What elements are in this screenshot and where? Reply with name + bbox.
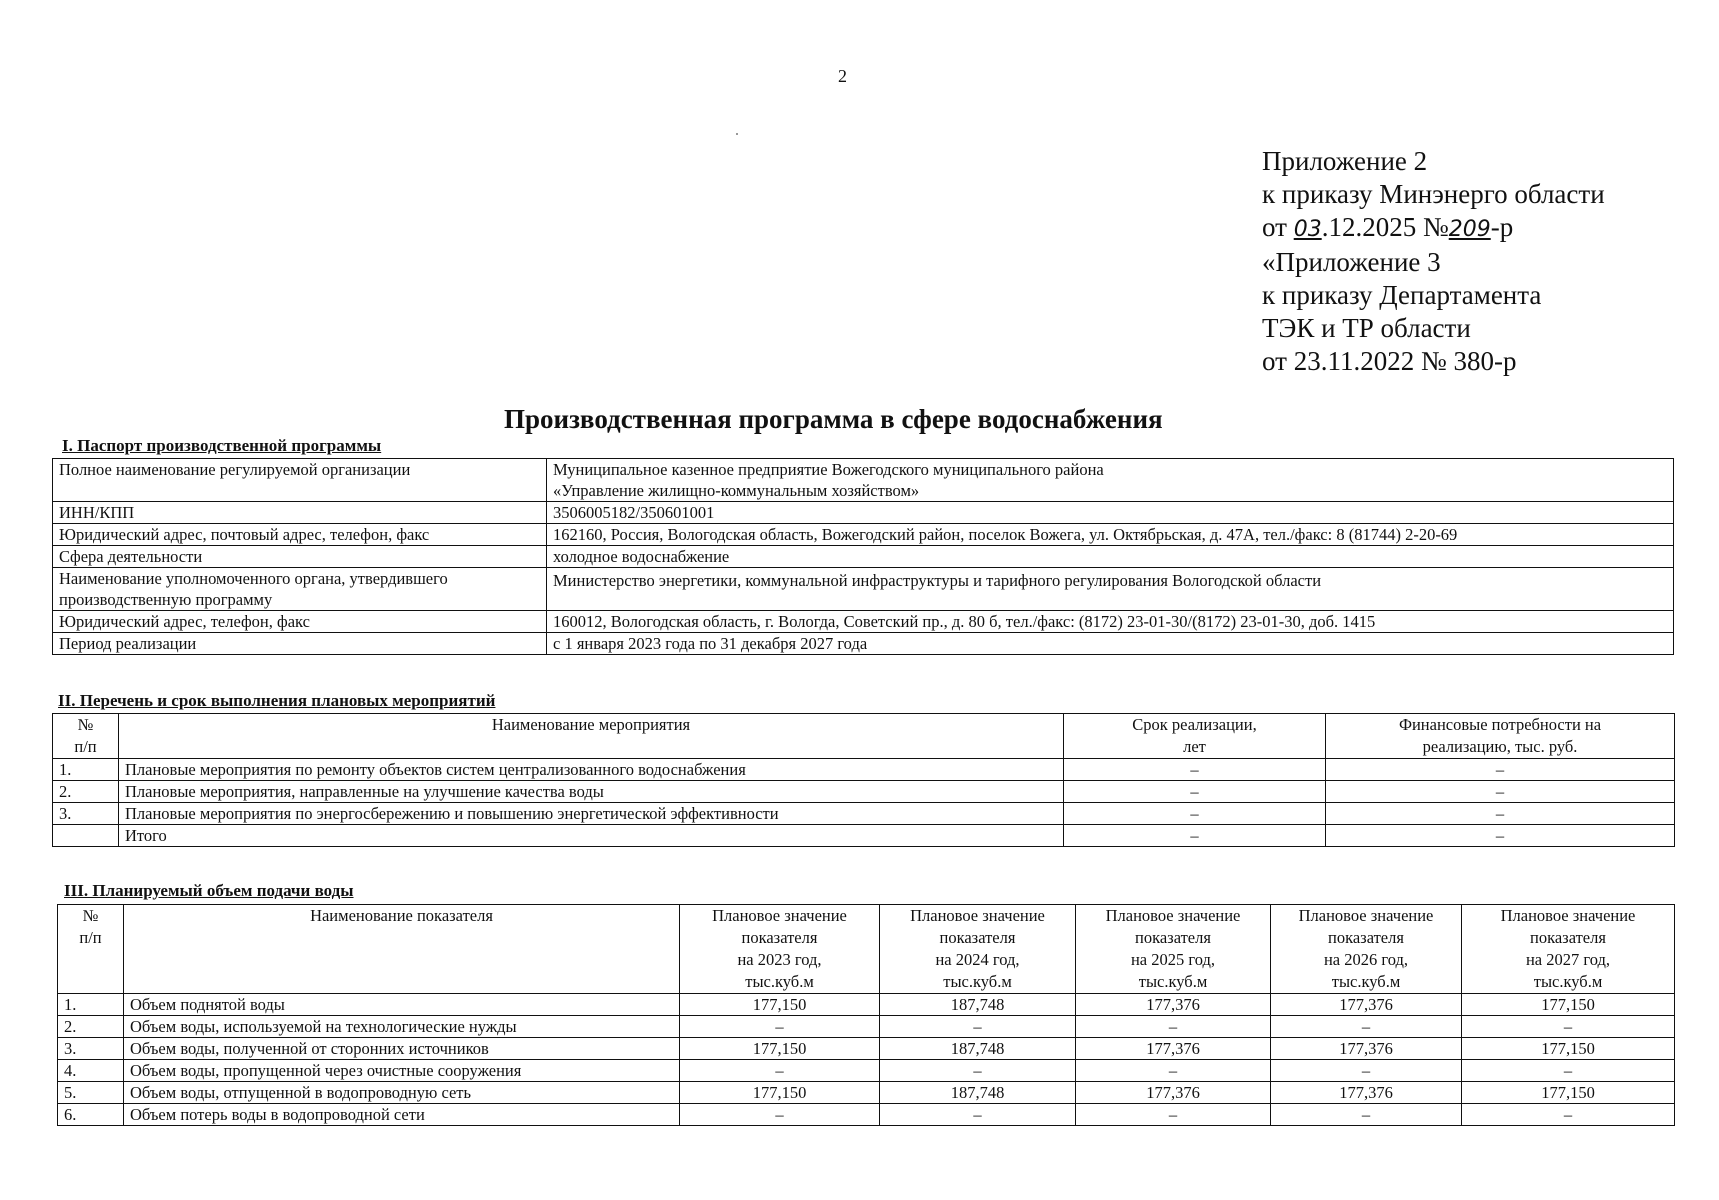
water-supply-table: [57, 904, 1675, 1126]
col-header-number: № п/п: [58, 905, 124, 994]
scan-dot: [736, 133, 738, 135]
page-number: 2: [838, 66, 847, 86]
appendix-line-5: к приказу Департамента: [1262, 280, 1542, 310]
row-term: –: [1064, 781, 1326, 803]
value-2025: –: [1076, 1104, 1271, 1126]
date-suffix: -р: [1490, 212, 1514, 242]
col-header-year-2025: Плановое значение показателя на 2025 год, тыс.куб.м: [1076, 905, 1271, 994]
table-row: [53, 459, 1674, 502]
row-name: Объем потерь воды в водопроводной сети: [124, 1104, 680, 1126]
value-2023: 177,150: [680, 1082, 880, 1104]
table-row: [53, 546, 1674, 568]
col-header-name: Наименование мероприятия: [119, 714, 1064, 759]
row-name: Объем воды, отпущенной в водопроводную сеть: [124, 1082, 680, 1104]
value-2027: –: [1462, 1060, 1675, 1082]
col-header-year-2024: Плановое значение показателя на 2024 год, тыс.куб.м: [880, 905, 1076, 994]
value-2027: 177,150: [1462, 1038, 1675, 1060]
value-2027: 177,150: [1462, 1082, 1675, 1104]
passport-value: Муниципальное казенное предприятие Вожегодского муниципального района «Управление жилищно-коммунальным хозяйством»: [547, 459, 1674, 502]
appendix-block: [1262, 145, 1605, 378]
appendix-line-7: от 23.11.2022 № 380-р: [1262, 346, 1517, 376]
value-2025: –: [1076, 1016, 1271, 1038]
row-financing: –: [1326, 803, 1675, 825]
table-row: [53, 803, 1675, 825]
value-2026: 177,376: [1271, 1082, 1462, 1104]
table-header-row: [53, 714, 1675, 759]
row-name: Объем воды, используемой на технологические нужды: [124, 1016, 680, 1038]
col-header-financing: Финансовые потребности на реализацию, тыс. руб.: [1326, 714, 1675, 759]
row-name: Плановые мероприятия по ремонту объектов систем централизованного водоснабжения: [119, 759, 1064, 781]
value-2027: –: [1462, 1104, 1675, 1126]
row-term: –: [1064, 759, 1326, 781]
passport-label: Период реализации: [53, 633, 547, 655]
col-header-number: № п/п: [53, 714, 119, 759]
value-2024: –: [880, 1104, 1076, 1126]
table-row: [58, 1060, 1675, 1082]
passport-value: 162160, Россия, Вологодская область, Вожегодский район, поселок Вожега, ул. Октябрьская, д. 47А, тел./факс: 8 (81744) 2-20-69: [547, 524, 1674, 546]
row-term: –: [1064, 803, 1326, 825]
value-2023: –: [680, 1016, 880, 1038]
table-row: [53, 611, 1674, 633]
appendix-line-3: [1262, 211, 1605, 246]
value-2027: 177,150: [1462, 994, 1675, 1016]
row-number: [53, 825, 119, 847]
document-title: Производственная программа в сфере водоснабжения: [504, 404, 1163, 434]
row-name: Плановые мероприятия по энергосбережению и повышению энергетической эффективности: [119, 803, 1064, 825]
value-2026: 177,376: [1271, 994, 1462, 1016]
value-2025: 177,376: [1076, 994, 1271, 1016]
table-row: [53, 825, 1675, 847]
value-2026: –: [1271, 1016, 1462, 1038]
table-header-row: [58, 905, 1675, 994]
row-number: 5.: [58, 1082, 124, 1104]
value-2026: 177,376: [1271, 1038, 1462, 1060]
value-2023: –: [680, 1060, 880, 1082]
value-2025: –: [1076, 1060, 1271, 1082]
passport-label: Сфера деятельности: [53, 546, 547, 568]
row-number: 1.: [53, 759, 119, 781]
passport-label: ИНН/КПП: [53, 502, 547, 524]
row-number: 3.: [53, 803, 119, 825]
row-name: Плановые мероприятия, направленные на улучшение качества воды: [119, 781, 1064, 803]
table-row: [58, 1082, 1675, 1104]
row-number: 6.: [58, 1104, 124, 1126]
value-2024: 187,748: [880, 1038, 1076, 1060]
col-header-indicator: Наименование показателя: [124, 905, 680, 994]
row-number: 2.: [58, 1016, 124, 1038]
row-financing: –: [1326, 781, 1675, 803]
col-header-year-2027: Плановое значение показателя на 2027 год, тыс.куб.м: [1462, 905, 1675, 994]
appendix-line-1: Приложение 2: [1262, 146, 1428, 176]
row-number: 2.: [53, 781, 119, 803]
passport-label: Юридический адрес, телефон, факс: [53, 611, 547, 633]
measures-table: [52, 713, 1675, 847]
table-row: [58, 1016, 1675, 1038]
col-header-year-2026: Плановое значение показателя на 2026 год, тыс.куб.м: [1271, 905, 1462, 994]
value-2023: 177,150: [680, 1038, 880, 1060]
value-2024: –: [880, 1060, 1076, 1082]
passport-table: [52, 458, 1674, 655]
row-name: Объем поднятой воды: [124, 994, 680, 1016]
row-term: –: [1064, 825, 1326, 847]
appendix-line-6: ТЭК и ТР области: [1262, 313, 1471, 343]
table-row: [53, 568, 1674, 611]
row-financing: –: [1326, 759, 1675, 781]
passport-label: Полное наименование регулируемой организации: [53, 459, 547, 502]
passport-value: 3506005182/350601001: [547, 502, 1674, 524]
value-2026: –: [1271, 1060, 1462, 1082]
row-number: 3.: [58, 1038, 124, 1060]
section-1-heading: I. Паспорт производственной программы: [62, 436, 382, 455]
section-3-heading: III. Планируемый объем подачи воды: [64, 881, 354, 900]
passport-value: Министерство энергетики, коммунальной инфраструктуры и тарифного регулирования Вологодской области: [547, 568, 1674, 611]
table-row: [53, 502, 1674, 524]
value-2023: 177,150: [680, 994, 880, 1016]
row-number: 1.: [58, 994, 124, 1016]
value-2026: –: [1271, 1104, 1462, 1126]
appendix-line-4: «Приложение 3: [1262, 247, 1441, 277]
table-row: [53, 781, 1675, 803]
passport-value: 160012, Вологодская область, г. Вологда, Советский пр., д. 80 б, тел./факс: (8172) 23-01-30/(8172) 23-01-30, доб. 1415: [547, 611, 1674, 633]
col-header-year-2023: Плановое значение показателя на 2023 год, тыс.куб.м: [680, 905, 880, 994]
value-2025: 177,376: [1076, 1082, 1271, 1104]
row-name: Итого: [119, 825, 1064, 847]
value-2024: 187,748: [880, 1082, 1076, 1104]
appendix-line-2: к приказу Минэнерго области: [1262, 179, 1605, 209]
table-row: [58, 994, 1675, 1016]
col-header-term: Срок реализации, лет: [1064, 714, 1326, 759]
value-2024: –: [880, 1016, 1076, 1038]
value-2025: 177,376: [1076, 1038, 1271, 1060]
table-row: [53, 633, 1674, 655]
section-2-heading: II. Перечень и срок выполнения плановых мероприятий: [58, 691, 496, 710]
value-2024: 187,748: [880, 994, 1076, 1016]
table-row: [53, 759, 1675, 781]
value-2023: –: [680, 1104, 880, 1126]
table-row: [58, 1038, 1675, 1060]
date-middle: .12.2025 №: [1321, 212, 1449, 242]
row-name: Объем воды, полученной от сторонних источников: [124, 1038, 680, 1060]
table-row: [53, 524, 1674, 546]
handwritten-day: 03: [1293, 217, 1322, 242]
row-financing: –: [1326, 825, 1675, 847]
row-name: Объем воды, пропущенной через очистные сооружения: [124, 1060, 680, 1082]
passport-value: с 1 января 2023 года по 31 декабря 2027 года: [547, 633, 1674, 655]
passport-label: Наименование уполномоченного органа, утвердившего производственную программу: [53, 568, 547, 611]
handwritten-order-number: 209: [1448, 217, 1491, 242]
date-prefix: от: [1262, 212, 1294, 242]
row-number: 4.: [58, 1060, 124, 1082]
passport-label: Юридический адрес, почтовый адрес, телефон, факс: [53, 524, 547, 546]
value-2027: –: [1462, 1016, 1675, 1038]
table-row: [58, 1104, 1675, 1126]
passport-value: холодное водоснабжение: [547, 546, 1674, 568]
